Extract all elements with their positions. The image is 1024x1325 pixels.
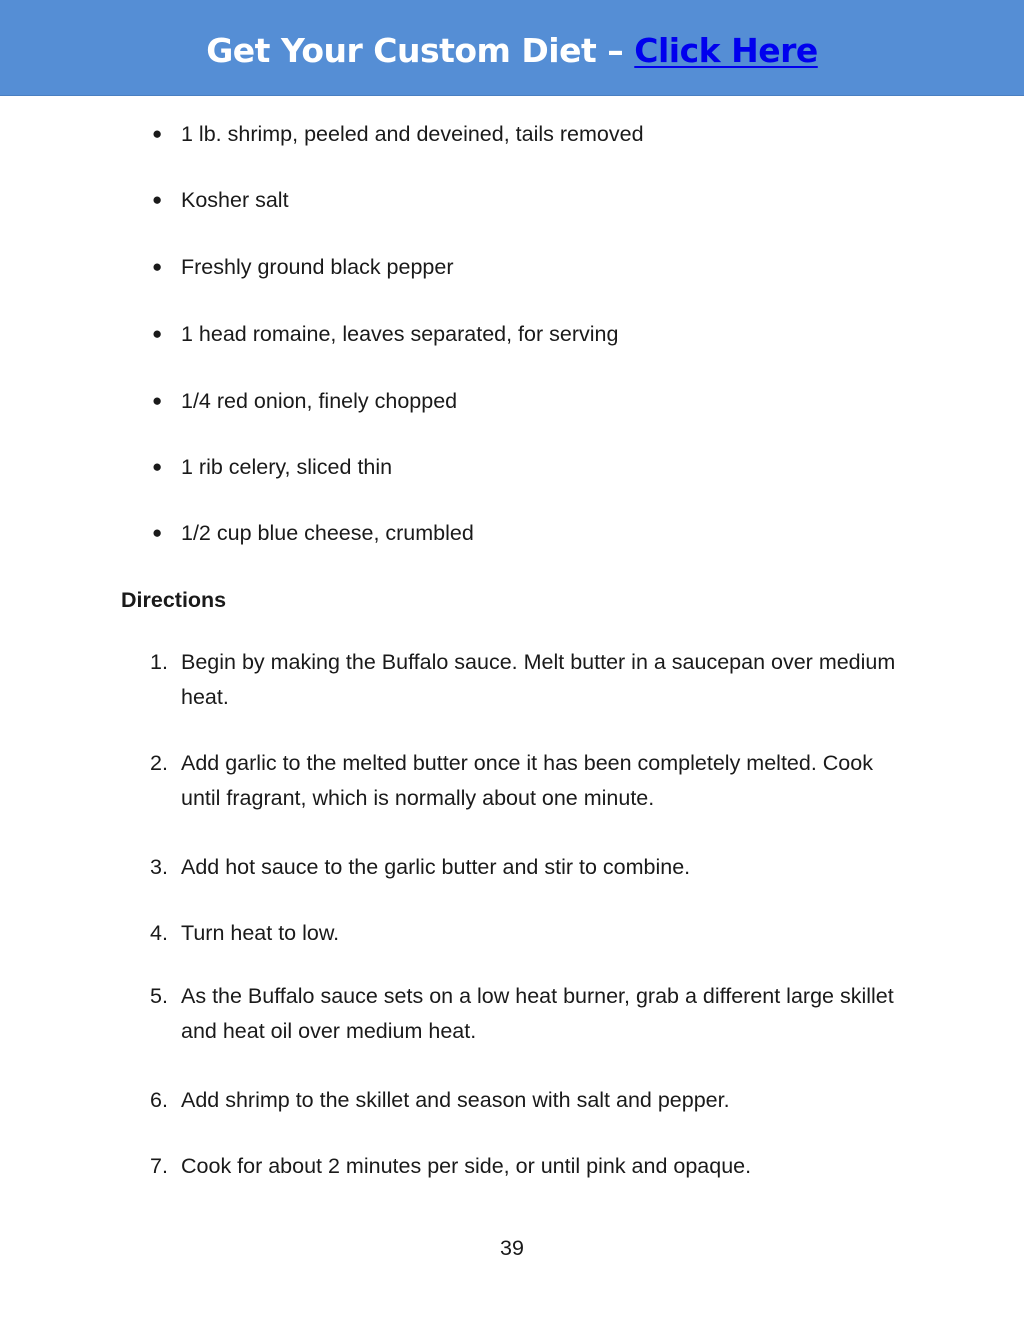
bullet-icon: ●	[152, 324, 163, 343]
bullet-icon: ●	[152, 391, 163, 410]
direction-step	[150, 746, 910, 816]
ingredient-item	[152, 387, 457, 415]
step-text: Add shrimp to the skillet and season with salt and pepper.	[181, 1088, 730, 1112]
ingredient-text: 1 head romaine, leaves separated, for serving	[181, 322, 619, 346]
banner-prefix: Get Your Custom Diet –	[206, 31, 635, 70]
step-text: As the Buffalo sauce sets on a low heat burner, grab a different large skillet and heat oil over medium heat.	[181, 984, 894, 1043]
bullet-icon: ●	[152, 190, 163, 209]
step-number: 5.	[150, 984, 168, 1008]
bullet-icon: ●	[152, 257, 163, 276]
ingredient-text: 1 lb. shrimp, peeled and deveined, tails removed	[181, 122, 644, 146]
bullet-icon: ●	[152, 124, 163, 143]
direction-step	[150, 1083, 910, 1118]
step-number: 1.	[150, 650, 168, 674]
ingredient-item	[152, 453, 392, 481]
direction-step	[150, 1149, 910, 1184]
ingredient-item	[152, 320, 618, 348]
directions-heading: Directions	[121, 588, 227, 612]
step-number: 3.	[150, 855, 168, 879]
ingredient-item	[152, 253, 454, 281]
ingredient-text: 1 rib celery, sliced thin	[181, 455, 393, 479]
direction-step	[150, 979, 910, 1049]
step-number: 2.	[150, 751, 168, 775]
promo-banner	[0, 0, 1024, 96]
ingredient-text: Kosher salt	[181, 188, 289, 212]
page-number: 39	[500, 1236, 524, 1260]
step-text: Cook for about 2 minutes per side, or until pink and opaque.	[181, 1154, 752, 1178]
banner-title	[206, 31, 818, 70]
ingredient-item	[152, 519, 474, 547]
ingredient-item	[152, 186, 289, 214]
ingredient-text: 1/2 cup blue cheese, crumbled	[181, 521, 474, 545]
step-number: 4.	[150, 921, 168, 945]
step-number: 7.	[150, 1154, 168, 1178]
step-text: Begin by making the Buffalo sauce. Melt butter in a saucepan over medium heat.	[181, 650, 896, 709]
step-number: 6.	[150, 1088, 168, 1112]
direction-step	[150, 916, 910, 951]
bullet-icon: ●	[152, 523, 163, 542]
step-text: Add garlic to the melted butter once it has been completely melted. Cook until fragrant, which is normally about one minute.	[181, 751, 873, 810]
ingredient-item	[152, 120, 644, 148]
ingredient-text: Freshly ground black pepper	[181, 255, 454, 279]
step-text: Turn heat to low.	[181, 921, 340, 945]
direction-step	[150, 645, 910, 715]
step-text: Add hot sauce to the garlic butter and stir to combine.	[181, 855, 691, 879]
direction-step	[150, 850, 910, 885]
bullet-icon: ●	[152, 457, 163, 476]
click-here-link[interactable]: Click Here	[634, 31, 818, 70]
ingredient-text: 1/4 red onion, finely chopped	[181, 389, 458, 413]
